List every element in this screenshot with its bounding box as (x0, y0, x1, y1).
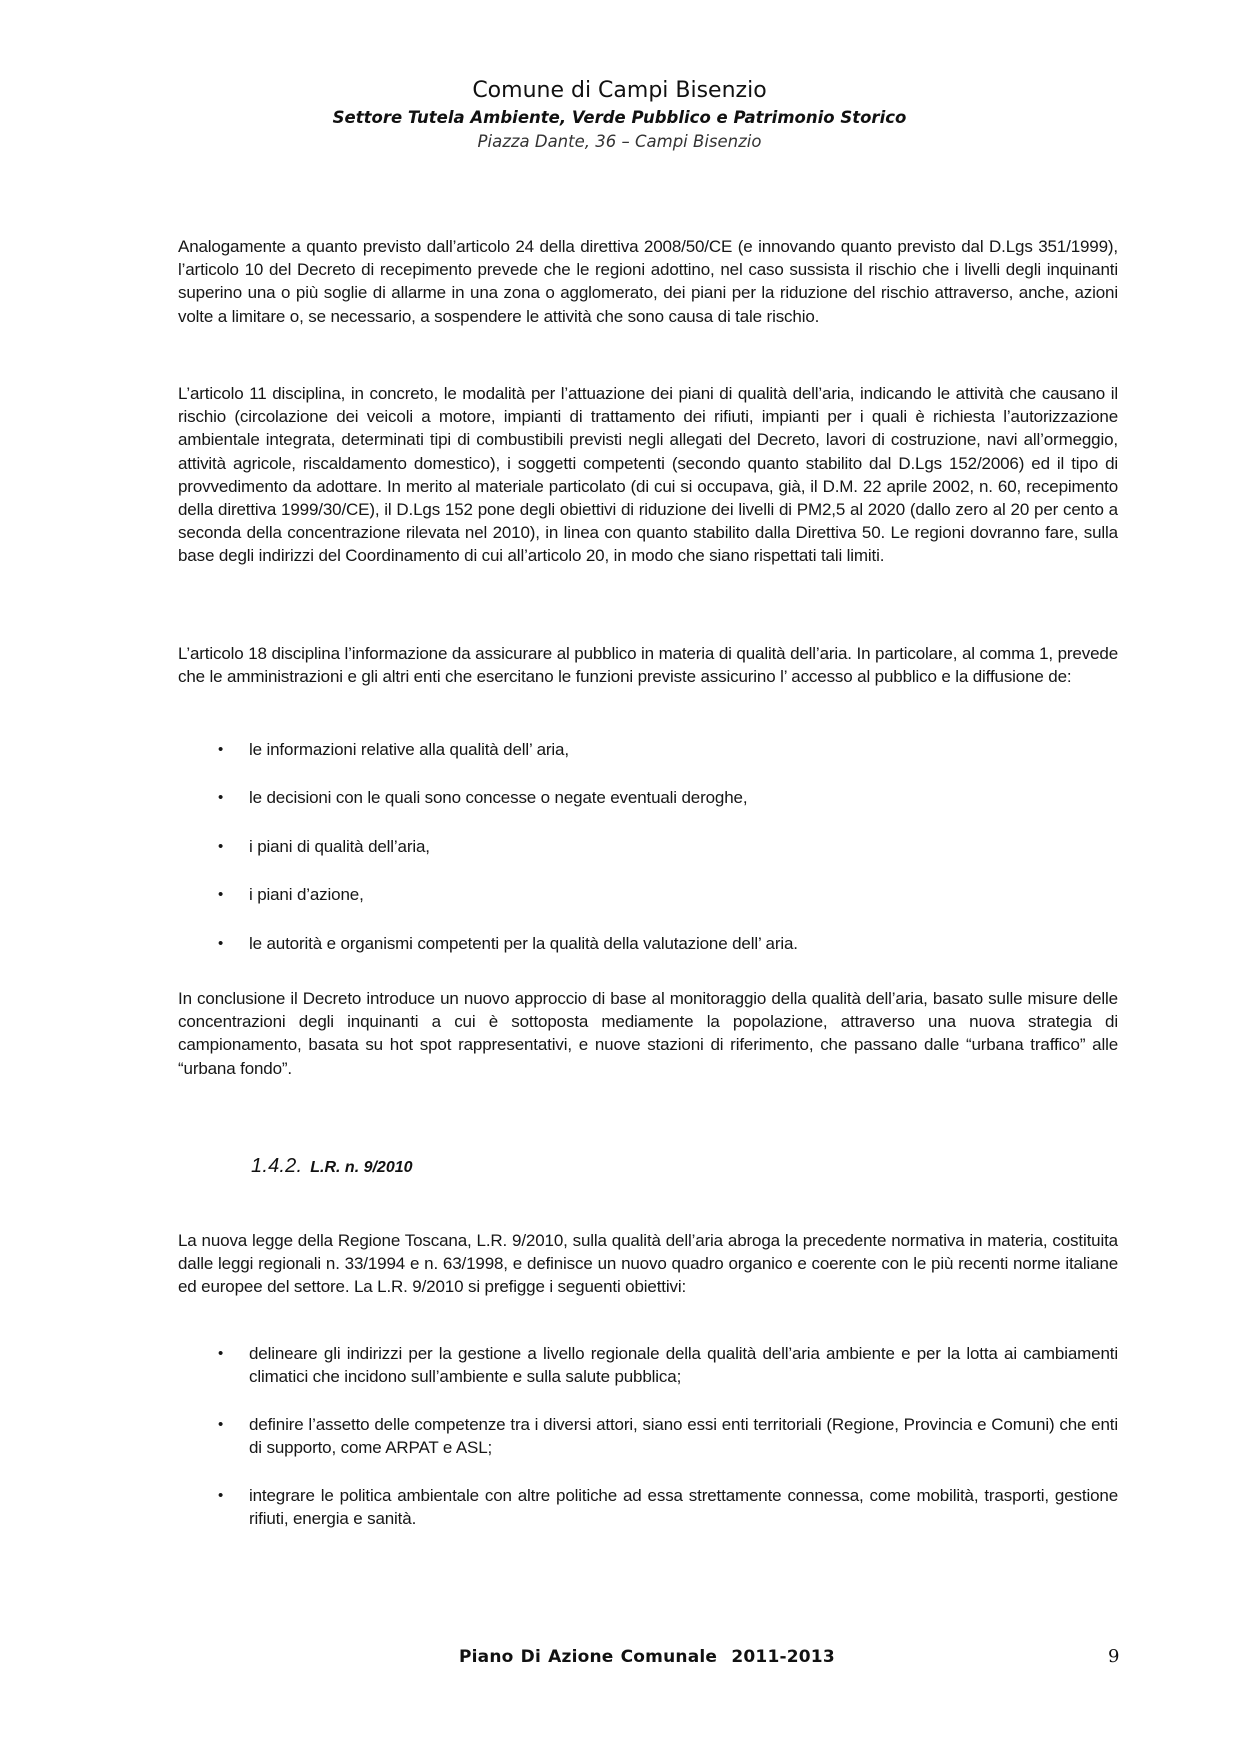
list-item-text: le autorità e organismi competenti per la qualità della valutazione dell’ aria. (249, 933, 798, 953)
paragraph (178, 1229, 1118, 1299)
bullet-icon: • (218, 837, 224, 855)
list-item (178, 883, 1118, 906)
section-heading (251, 1155, 413, 1178)
list-item-text: i piani d’azione, (249, 885, 364, 905)
paragraph-text: La nuova legge della Regione Toscana, L.R. 9/2010, sulla qualità dell’aria abroga la precedente normativa in materia, costituita dalle leggi regionali n. 33/1994 e n. 63/1998, e definisce un nuovo quadro organico e coerente con le più recenti norme italiane ed europee del settore. La L.R. 9/2010 si prefigge i seguenti obiettivi: (178, 1231, 1118, 1297)
section-title: L.R. n. 9/2010 (310, 1159, 413, 1176)
list-item-text: integrare le politica ambientale con altre politiche ad essa strettamente connessa, come mobilità, trasporti, gestione rifiuti, energia e sanità. (249, 1486, 1118, 1529)
list-item (178, 932, 1118, 955)
paragraph (178, 235, 1118, 328)
paragraph (178, 987, 1118, 1080)
list-item (178, 1342, 1118, 1388)
bullet-icon: • (218, 1487, 224, 1504)
paragraph-text: L’articolo 18 disciplina l’informazione da assicurare al pubblico in materia di qualità dell’aria. In particolare, al comma 1, prevede che le amministrazioni e gli altri enti che esercitano le funzioni previste assicurino l’ accesso al pubblico e la diffusione de: (178, 644, 1118, 687)
section-number: 1.4.2. (251, 1155, 303, 1177)
list-item-text: le informazioni relative alla qualità dell’ aria, (249, 740, 569, 759)
sector-subtitle: Settore Tutela Ambiente, Verde Pubblico e Patrimonio Storico (332, 108, 907, 127)
paragraph-text: L’articolo 11 disciplina, in concreto, le modalità per l’attuazione dei piani di qualità dell’aria, indicando le attività che causano il rischio (circolazione dei veicoli a motore, impianti di trattamento dei rifiuti, impianti per i quali è richiesta l’autorizzazione ambientale integrata, determinati tipi di combustibili previsti negli allegati del Decreto, lavori di costruzione, navi all’ormeggio, attività agricole, riscaldamento domestico), i soggetti competenti (secondo quanto stabilito dal D.Lgs 152/2006) ed il tipo di provvedimento da adottare. In merito al materiale particolato (di cui si occupava, già, il D.M. 22 aprile 2002, n. 60, recepimento della direttiva 1999/30/CE), il D.Lgs 152 pone degli obiettivi di riduzione dei livelli di PM2,5 al 2020 (dallo zero al 20 per cento a seconda della concentrazione rilevata nel 2010), in linea con quanto stabilito dalla Direttiva 50. Le regioni dovranno fare, sulla base degli indirizzi del Coordinamento di cui all’articolo 20, in modo che siano rispettati tali limiti. (178, 384, 1118, 566)
municipality-title: Comune di Campi Bisenzio (472, 78, 767, 103)
list-item-text: i piani di qualità dell’aria, (249, 836, 430, 856)
paragraph-text: In conclusione il Decreto introduce un nuovo approccio di base al monitoraggio della qualità dell’aria, basato sulle misure delle concentrazioni degli inquinanti a cui è sottoposta mediamente la popolazione, attraverso una nuova strategia di campionamento, basata su hot spot rappresentativi, e nuove stazioni di riferimento, che passano dalle “urbana traffico” alle “urbana fondo”. (178, 989, 1118, 1078)
list-item (178, 738, 1118, 761)
list-item (178, 835, 1118, 858)
bullet-icon: • (218, 886, 224, 904)
bullet-icon: • (218, 1345, 224, 1362)
bullet-icon: • (218, 934, 224, 952)
footer-title: Piano Di Azione Comunale 2011-2013 (459, 1647, 835, 1667)
list-item-text: delineare gli indirizzi per la gestione a livello regionale della qualità dell’aria ambiente e per la lotta ai cambiamenti climatici che incidono sull’ambiente e sulla salute pubblica; (249, 1344, 1118, 1387)
paragraph-text: Analogamente a quanto previsto dall’articolo 24 della direttiva 2008/50/CE (e innovando quanto previsto dal D.Lgs 351/1999), l’articolo 10 del Decreto di recepimento prevede che le regioni adottino, nel caso sussista il rischio che i livelli degli inquinanti superino una o più soglie di allarme in una zona o agglomerato, dei piani per la riduzione del rischio attraverso, anche, azioni volte a limitare o, se necessario, a sospendere le attività che sono causa di tale rischio. (178, 237, 1118, 326)
list-item-text: le decisioni con le quali sono concesse o negate eventuali deroghe, (249, 788, 748, 808)
paragraph (178, 382, 1118, 568)
bullet-icon: • (218, 741, 224, 758)
list-item-text: definire l’assetto delle competenze tra i diversi attori, siano essi enti territoriali (Regione, Provincia e Comuni) che enti di supporto, come ARPAT e ASL; (249, 1415, 1118, 1458)
access-list (178, 738, 1118, 980)
bullet-icon: • (218, 1416, 224, 1433)
objectives-list (178, 1342, 1118, 1555)
list-item (178, 1484, 1118, 1530)
bullet-icon: • (218, 789, 224, 807)
paragraph (178, 642, 1118, 688)
page-header (0, 76, 1239, 154)
list-item (178, 786, 1118, 809)
page-number: 9 (1108, 1646, 1120, 1667)
address-line: Piazza Dante, 36 – Campi Bisenzio (477, 132, 762, 151)
list-item (178, 1413, 1118, 1459)
